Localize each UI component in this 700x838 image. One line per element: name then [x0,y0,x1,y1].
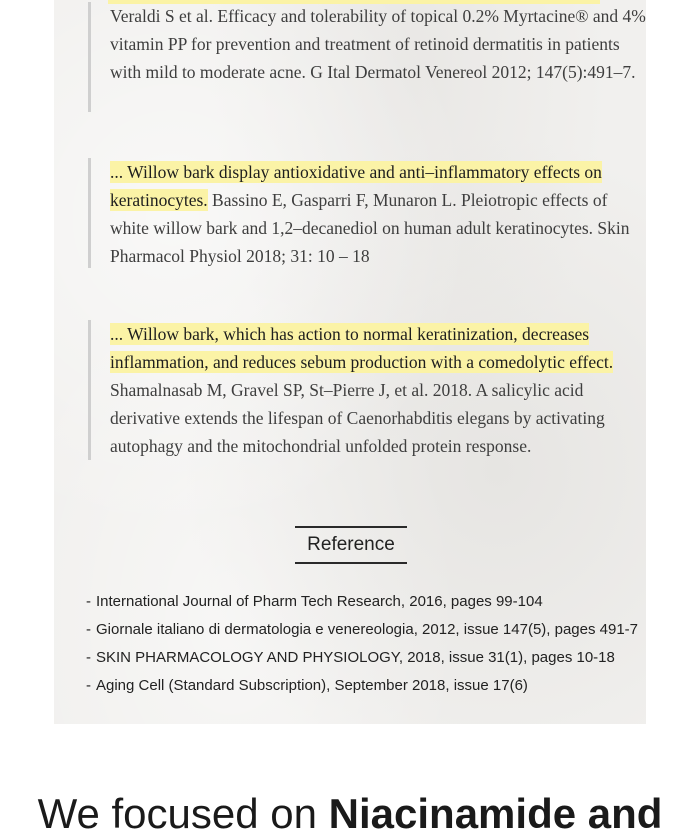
reference-title: Reference [307,534,395,555]
citation-quote-3 [88,320,650,460]
citation-text: Bassino E, Gasparri F, Munaron L. Pleiotropic effects of white willow bark and 1,2–decanediol on human adult keratinocytes. Skin Pharmacol Physiol 2018; 31: 10 – 18 [110,190,630,266]
citation-text: Veraldi S et al. Efficacy and tolerability of topical 0.2% Myrtacine® and 4% vitamin PP for prevention and treatment of retinoid dermatitis in patients with mild to moderate acne. G Ital Dermatol Venereol 2012; 147(5):491–7. [110,6,646,82]
citation-highlight: ... Willow bark display antioxidative and anti–inflammatory effects on keratinocytes. [110,162,602,210]
reference-title-box [295,526,407,564]
dash: - [86,621,91,638]
citation-highlight: ... Willow bark, which has action to normal keratinization, decreases inflammation, and reduces sebum production with a comedolytic effect. [110,324,614,372]
citation-quote-1 [88,2,650,112]
reference-list [86,588,638,700]
reference-item [86,672,638,700]
section-heading-normal: We focused on [37,790,329,837]
reference-item-text: Giornale italiano di dermatologia e venereologia, 2012, issue 147(5), pages 491-7 [96,621,639,638]
reference-item-text: International Journal of Pharm Tech Research, 2016, pages 99-104 [96,593,543,610]
reference-item [86,616,638,644]
reference-item-text: SKIN PHARMACOLOGY AND PHYSIOLOGY, 2018, issue 31(1), pages 10-18 [96,649,615,666]
section-heading [0,790,700,838]
dash: - [86,649,91,666]
citation-quote-2 [88,158,650,268]
section-heading-bold: Niacinamide and [328,790,663,837]
citation-text: Shamalnasab M, Gravel SP, St–Pierre J, et al. 2018. A salicylic acid derivative extends the lifespan of Caenorhabditis elegans by activating autophagy and the mitochondrial unfolded protein response. [110,380,605,456]
dash: - [86,593,91,610]
dash: - [86,677,91,694]
reference-item [86,644,638,672]
reference-item-text: Aging Cell (Standard Subscription), September 2018, issue 17(6) [96,677,528,694]
reference-item [86,588,638,616]
